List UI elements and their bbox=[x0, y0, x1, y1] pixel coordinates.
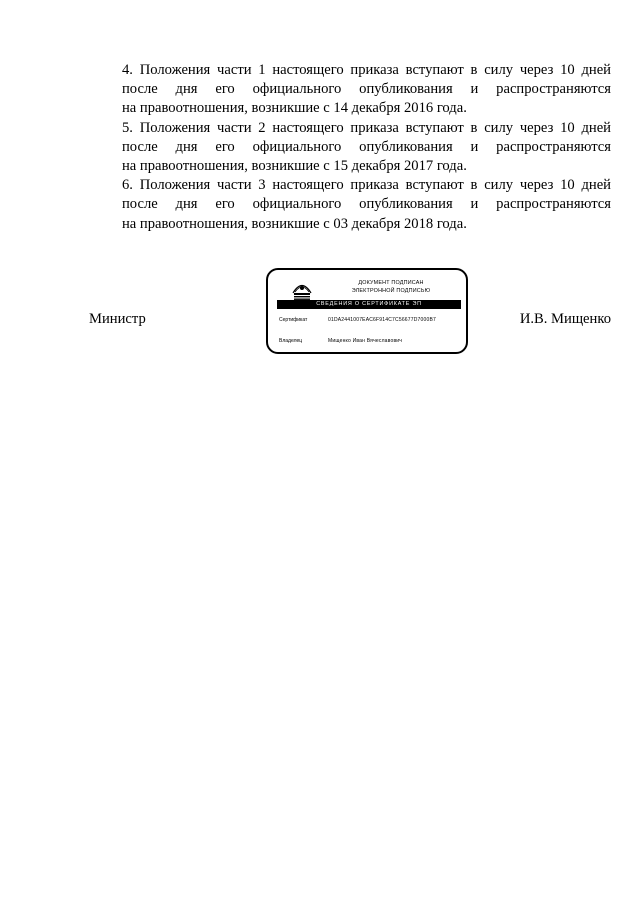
stamp-header-line: ЭЛЕКТРОННОЙ ПОДПИСЬЮ bbox=[351, 288, 431, 294]
text-line: после дня его официального опубликования и распространяются bbox=[122, 81, 611, 98]
stamp-header bbox=[326, 279, 456, 295]
paragraph bbox=[89, 176, 611, 234]
paragraph bbox=[89, 119, 611, 177]
document-body bbox=[89, 61, 611, 234]
text-line: на правоотношения, возникшие с 03 декабря 2018 года. bbox=[122, 215, 467, 232]
paragraph bbox=[89, 61, 611, 119]
text-line: после дня его официального опубликования и распространяются bbox=[122, 196, 611, 213]
text-line: на правоотношения, возникшие с 14 декабря 2016 года. bbox=[122, 100, 467, 117]
stamp-certificate-bar: СВЕДЕНИЯ О СЕРТИФИКАТЕ ЭП bbox=[277, 300, 461, 309]
certificate-label: Сертификат bbox=[279, 317, 308, 323]
electronic-signature-stamp bbox=[266, 268, 468, 354]
signer-position: Министр bbox=[89, 311, 146, 327]
certificate-value: 01DA2441007EAC6F914C7C56677D7000B7 bbox=[328, 317, 436, 323]
owner-label: Владелец bbox=[279, 338, 303, 344]
stamp-header-line: ДОКУМЕНТ ПОДПИСАН bbox=[358, 280, 424, 286]
owner-value: Мищенко Иван Вячеславович bbox=[328, 338, 403, 344]
text-line: после дня его официального опубликования и распространяются bbox=[122, 138, 611, 155]
text-line: 4. Положения части 1 настоящего приказа вступают в силу через 10 дней bbox=[122, 62, 611, 78]
signer-name: И.В. Мищенко bbox=[519, 311, 611, 327]
text-line: на правоотношения, возникшие с 15 декабря 2017 года. bbox=[122, 158, 467, 175]
text-line: 6. Положения части 3 настоящего приказа вступают в силу через 10 дней bbox=[122, 177, 611, 194]
text-line: 5. Положения части 2 настоящего приказа вступают в силу через 10 дней bbox=[122, 119, 611, 136]
crest-emblem-icon bbox=[290, 280, 314, 302]
